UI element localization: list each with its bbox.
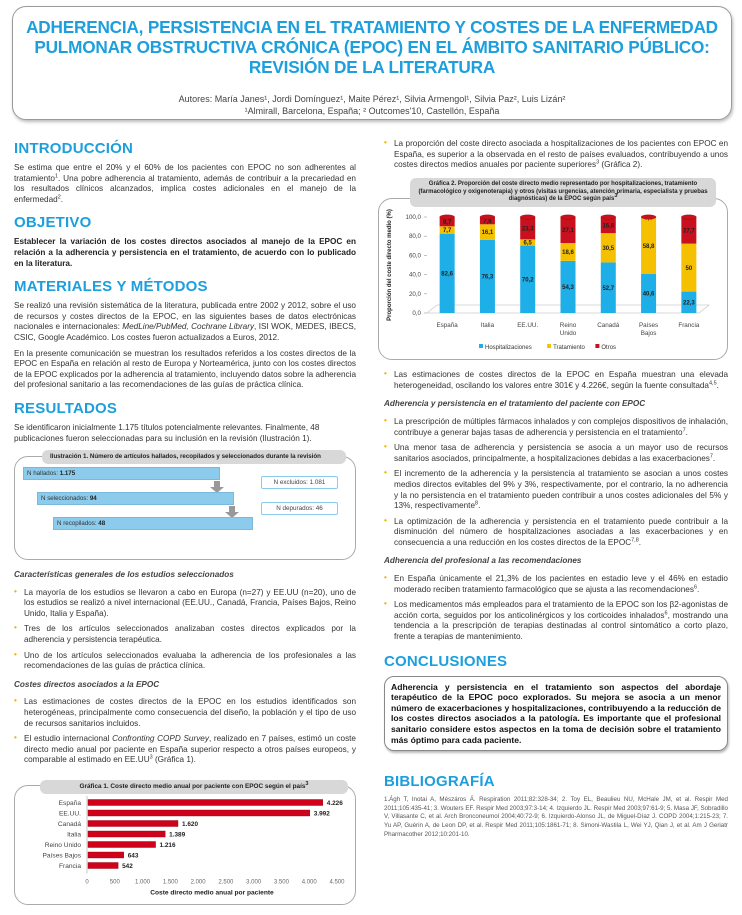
- list-item: • La proporción del coste directo asociada a hospitalizaciones de los pacientes con EPOC en España, es superior a la observada en el resto de países evaluados, contribuyendo a unos costes directos medios anuales por paciente superiores$^3$ (Gráfica 2).: [384, 138, 728, 170]
- column-cap: [681, 215, 696, 219]
- flow-hallados: N hallados: 1.175: [23, 467, 220, 480]
- segment-value-label: 70,2: [521, 277, 534, 284]
- segment-value-label: 16,1: [481, 230, 494, 237]
- bullet-icon: •: [384, 138, 387, 147]
- column-cap: [480, 215, 495, 219]
- segment-value-label: 27,1: [562, 228, 574, 235]
- column-cap: [440, 215, 455, 219]
- list-item: • La optimización de la adherencia y persistencia en el tratamiento puede contribuir a la disminución del número de hospitalizaciones asociadas a las exacerbaciones y en consecuencia a una reducción en los costes directos de la EPOC$^{7,8}$.: [384, 515, 728, 547]
- x-tick-label: 2.500: [218, 879, 234, 886]
- x-tick-label: Canadá: [597, 322, 620, 330]
- flow-seleccionados: N seleccionados: 94: [37, 492, 234, 505]
- flow-depurados: N depurados: 46: [261, 502, 338, 515]
- list-item: • En España únicamente el 21,3% de los pacientes en estadio leve y el 46% en estadio moderado reciben tratamiento farmacológico que se ajusta a las recomendaciones$^6$.: [384, 573, 728, 594]
- bar-value-label: 3.992: [313, 810, 330, 818]
- x-tick-label: 4.000: [301, 879, 317, 886]
- segment-value-label: 7,6: [483, 219, 492, 226]
- flow-diagram: [15, 467, 355, 561]
- segment-value-label: 76,3: [481, 274, 494, 281]
- bar: [88, 831, 165, 837]
- column-cap: [520, 215, 535, 219]
- list-item: • Los medicamentos más empleados para el tratamiento de la EPOC son los β2-agonistas de acción corta, seguidos por los anticolinérgicos y los corticoides inhalados$^6$, mostrando una tendencia a la prescripción de terapias destinadas al control sintomático a corto plazo, frente a terapias de mantenimiento.: [384, 599, 728, 642]
- y-tick-label: Italia: [67, 831, 81, 839]
- costes-list-continued-2: [384, 370, 728, 391]
- x-tick-label: Países: [638, 322, 659, 330]
- bullet-icon: •: [384, 369, 387, 379]
- section-heading-conclusiones: CONCLUSIONES: [384, 652, 508, 670]
- x-tick-label: 3.000: [246, 879, 262, 886]
- title-line: PULMONAR OBSTRUCTIVA CRÓNICA (EPOC) EN EL ÁMBITO SANITARIO PÚBLICO:: [34, 37, 710, 57]
- x-tick-label: 1.000: [135, 879, 151, 886]
- legend-label: Tratamiento: [553, 345, 585, 352]
- flow-recopilados: N recopilados: 48: [53, 517, 253, 530]
- column-cap: [641, 215, 656, 219]
- x-tick-label: 4.500: [329, 879, 345, 886]
- y-tick-label: 20,0: [408, 290, 421, 298]
- y-axis-label: Proporción del coste directo medio (%): [387, 209, 393, 322]
- subheading-costes: Costes directos asociados a la EPOC: [14, 679, 160, 689]
- poster-header: [12, 6, 732, 120]
- x-tick-label: 1.500: [162, 879, 178, 886]
- chart-2-svg: [379, 199, 725, 359]
- segment-value-label: 27,7: [683, 228, 695, 235]
- segment-value-label: 7,7: [442, 228, 452, 235]
- flow-excluidos: N excluidos: 1.081: [261, 476, 338, 489]
- legend-label: Otros: [601, 345, 617, 352]
- authors: Autores: María Janes¹, Jordi Domínguez¹, Maite Pérez¹, Silvia Armengol¹, Silvia Paz², Luis Lizán²: [178, 94, 566, 104]
- bullet-icon: •: [384, 468, 387, 478]
- adherencia-profesional-list: [384, 574, 728, 643]
- y-tick-label: Francia: [59, 863, 81, 870]
- list-item: • El estudio internacional Confronting COPD Survey, realizado en 7 países, estimó un coste directo medio anual por paciente en España superior respecto a otros países europeos, y comparable al estimado en $EE.UU^3$ (Gráfica 1).: [14, 733, 356, 765]
- x-tick-label: Reino: [559, 322, 577, 330]
- affiliations: ¹Almirall, Barcelona, España; ² Outcomes'10, Castellón, España: [244, 105, 500, 116]
- segment-value-label: 50: [685, 265, 693, 272]
- bullet-icon: •: [14, 586, 17, 596]
- section-heading-resultados: RESULTADOS: [14, 399, 118, 417]
- bullet-icon: •: [384, 415, 387, 425]
- y-tick-label: 40,0: [408, 271, 421, 279]
- bullet-icon: •: [384, 442, 387, 452]
- y-tick-label: Canadá: [57, 821, 81, 828]
- authors-block: [13, 94, 731, 117]
- conclusiones-box: Adherencia y persistencia en el tratamiento son aspectos del abordaje terapéutico de la EPOC poco explorados. Su mejora se asocia a un menor número de exacerbaciones y hospitalizaciones, contribuyendo a la reducción de los costes directos asociados a la patología. Es importante que el profesional sanitario considere estos aspectos en la toma de decisión sobre el tratamiento más óptimo para cada paciente.: [384, 676, 728, 752]
- section-heading-introduccion: INTRODUCCIÓN: [14, 140, 134, 157]
- x-tick-label: 0: [85, 879, 89, 886]
- y-tick-label: Países Bajos: [42, 852, 81, 860]
- bar-value-label: 4.226: [326, 800, 343, 807]
- bar-value-label: 1.216: [159, 842, 176, 849]
- x-axis-label: Coste directo medio anual por paciente: [150, 889, 274, 897]
- left-column: [14, 140, 356, 905]
- chart-1-title: Gráfica 1. Coste directo medio anual por paciente con EPOC según el país$^3$: [40, 780, 348, 794]
- chart-1-svg: [15, 786, 355, 904]
- illustration-frame: [14, 456, 356, 560]
- bar: [88, 852, 124, 858]
- list-item: • Una menor tasa de adherencia y persistencia se asocia a un mayor uso de recursos sanitarios asociados, principalmente, a hospitalizaciones debidas a las exacerbaciones$^7$.: [384, 442, 728, 463]
- metodos-paragraph-2: En la presente comunicación se muestran los resultados referidos a los costes directos de la EPOC en España en relación al resto de Europa y Norteamérica, junto con los costes directos de la EPOC explicados por la adherencia al tratamiento, incluyendo datos sobre la adherencia del profesional sanitario a las recomendaciones de las guías de práctica clínica.: [14, 348, 356, 390]
- y-tick-label: EE.UU.: [59, 810, 81, 818]
- bar: [88, 800, 323, 806]
- legend-label: Hospitalizaciones: [485, 345, 532, 352]
- introduccion-text: Se estima que entre el 20% y el 60% de los pacientes con EPOC no son adherentes al tratamiento$^1$. Una pobre adherencia al tratamiento, además de contribuir a la precariedad en los resultados clínicos alcanzados, implica costes adicionales en el manejo de la enfermedad$^2$.: [14, 163, 356, 204]
- column-cap: [561, 215, 576, 219]
- y-tick-label: 0,0: [412, 310, 421, 318]
- x-tick-label: 500: [109, 879, 120, 886]
- illustration-caption: Ilustración 1. Número de artículos hallados, recopilados y seleccionados durante la revisión: [42, 450, 346, 464]
- caracteristicas-list: [14, 588, 356, 672]
- section-heading-metodos: MATERIALES Y MÉTODOS: [14, 278, 208, 296]
- chart-1: [14, 780, 356, 905]
- poster-title: [13, 17, 731, 77]
- costes-list-continued: [384, 139, 728, 171]
- bar: [88, 842, 156, 848]
- bullet-icon: •: [384, 599, 387, 609]
- list-item: • El incremento de la adherencia y la persistencia al tratamiento se asocian a unos costes medios directos evitables del 9% y 3%, respectivamente, por el contrario, la no adherencia y la no persistencia en el tratamiento pueden contribuir a unos costes adicionales del 5% y 13%, respectivamente$^8$.: [384, 468, 728, 511]
- costes-list: [14, 697, 356, 766]
- bar-value-label: 1.389: [169, 831, 186, 839]
- list-item: • Las estimaciones de costes directos de la EPOC en España muestran una elevada heterogeneidad, oscilando los valores entre 301€ y 4.226€, según la fuente consultada$^{4,5}$.: [384, 369, 728, 390]
- segment-value-label: 58,8: [642, 244, 655, 251]
- segment-value-label: 9,7: [442, 220, 452, 227]
- y-tick-label: 60,0: [408, 252, 421, 260]
- column-cap: [601, 215, 616, 219]
- segment-value-label: 52,7: [602, 286, 615, 293]
- bar-value-label: 1.620: [182, 821, 198, 828]
- list-item: • La mayoría de los estudios se llevaron a cabo en Europa (n=27) y EE.UU (n=20), uno de los estudios se realizó a nivel internacional (EE.UU., Canadá, Francia, Países Bajos, Reino Unido, Italia y España).: [14, 586, 356, 618]
- x-tick-label: Unido: [559, 330, 577, 338]
- list-item: • La prescripción de múltiples fármacos inhalados y con complejos dispositivos de inhalación, contribuye a generar bajas tasas de adherencia y persistencia en el tratamiento$^7$.: [384, 415, 728, 437]
- title-line: REVISIÓN DE LA LITERATURA: [248, 57, 496, 77]
- x-tick-label: Bajos: [640, 330, 657, 338]
- bibliografia-text: 1.Ágh T, Inotai A, Mészáros Á. Respiration 2011;82:328-34; 2. Toy EL, Beaulieu NU, McHale JM, et al. Respir Med 2011;105:435-41; 3. Wouters EF. Respir Med 2003;97:3-14; 4. Izquierdo JL. Respir Med 2003;97:61-9; 5. Masa JF, Sobradillo V, Villasante C, et al. Arch Bronconeumol 2004;40:72-9; 6. Izquierdo-Alonso JL, de Miguel-Díaz J. COPD 2004;1:215-23; 7. Yu AP, Guérin A, de Leon DP, et al. Respir Med 2011;105:1861-71; 8. Simoni-Wastila L, Wei YJ, Qian J, et al. Am J Geriatr Pharmacother 2012;10:201-10.: [384, 796, 728, 838]
- x-tick-label: 3.500: [273, 879, 289, 886]
- legend-swatch: [595, 344, 599, 348]
- x-tick-label: EE.UU.: [517, 322, 539, 330]
- segment-value-label: 82,6: [441, 271, 453, 278]
- title-line: ADHERENCIA, PERSISTENCIA EN EL TRATAMIENTO Y COSTES DE LA ENFERMEDAD: [26, 17, 718, 37]
- subheading-adherencia-paciente: Adherencia y persistencia en el tratamiento del paciente con EPOC: [384, 399, 646, 409]
- legend-swatch: [479, 344, 483, 348]
- bar: [88, 863, 118, 869]
- segment-value-label: 30,5: [602, 246, 615, 253]
- segment-value-label: 16,8: [602, 223, 615, 230]
- y-tick-label: Reino Unido: [44, 842, 81, 849]
- segment-value-label: 18,6: [562, 250, 574, 257]
- segment-value-label: 6,5: [523, 240, 532, 247]
- bullet-icon: •: [384, 573, 387, 583]
- y-tick-label: España: [58, 800, 81, 807]
- chart-2-title: Gráfica 2. Proporción del coste directo medio representado por hospitalizaciones, tratamiento (farmacológico y oxigenoterapia) y otros (visitas urgencias, atención primaria, especialista y pruebas diagnósticas) de la EPOC según país$^3$: [410, 178, 716, 207]
- chart-2-frame: [378, 198, 728, 360]
- bar-value-label: 542: [122, 863, 133, 870]
- segment-value-label: 54,3: [562, 285, 574, 292]
- y-tick-label: 100,0: [405, 214, 421, 222]
- bar: [88, 810, 310, 816]
- section-heading-objetivo: OBJETIVO: [14, 214, 92, 232]
- x-tick-label: Francia: [678, 322, 700, 330]
- x-tick-label: 2.000: [190, 879, 206, 886]
- bullet-icon: •: [14, 733, 17, 743]
- bullet-icon: •: [14, 696, 17, 706]
- x-tick-label: España: [436, 322, 458, 330]
- adherencia-paciente-list: [384, 417, 728, 549]
- list-item: • Tres de los artículos seleccionados analizaban costes directos explicados por la adherencia y persistencia terapéutica.: [14, 623, 356, 645]
- list-item: • Uno de los artículos seleccionados evaluaba la adherencia de los profesionales a las recomendaciones de las guías de práctica clínica.: [14, 649, 356, 671]
- legend-swatch: [547, 344, 551, 348]
- segment-value-label: 40,6: [642, 291, 655, 298]
- list-item: • Las estimaciones de costes directos de la EPOC en los estudios identificados son heterogéneas, principalmente como consecuencia del diseño, la población y el tipo de uso de recursos sanitarios incluidos.: [14, 696, 356, 728]
- subheading-caracteristicas: Características generales de los estudios seleccionados: [14, 570, 234, 580]
- segment-value-label: 23,3: [521, 226, 534, 233]
- bullet-icon: •: [384, 515, 387, 525]
- segment-value-label: 22,3: [683, 300, 695, 307]
- chart-1-frame: [14, 785, 356, 905]
- bullet-icon: •: [14, 649, 17, 659]
- y-tick-label: 80,0: [408, 233, 421, 241]
- resultados-intro: Se identificaron inicialmente 1.175 títulos potencialmente relevantes. Finalmente, 48 publicaciones fueron seleccionadas para su inclusión en la revisión (Ilustración 1).: [14, 422, 320, 443]
- illustration-1: [14, 450, 356, 560]
- objetivo-text: Establecer la variación de los costes directos asociados al manejo de la EPOC en relación a la adherencia y persistencia en el tratamiento, de acuerdo con lo publicado en la literatura.: [14, 237, 356, 268]
- x-tick-label: Italia: [480, 322, 495, 330]
- section-heading-bibliografia: BIBLIOGRAFÍA: [384, 773, 495, 791]
- bar: [88, 821, 178, 827]
- chart-2: [384, 178, 728, 360]
- subheading-adherencia-profesional: Adherencia del profesional a las recomendaciones: [384, 556, 582, 566]
- metodos-paragraph-1: Se realizó una revisión sistemática de la literatura, publicada entre 2002 y 2012, sobre el uso de recursos y costes directos de la EPOC, en las siguientes bases de datos electrónicas nacionales e internacionales: MedLine/PubMed, Cochrane Library, ISI WOK, MEDES, IBECS, CSIC, Google Académico. Los costes fueron actualizados a Euros, 2012.: [14, 301, 357, 342]
- bar-value-label: 643: [127, 852, 139, 860]
- bullet-icon: •: [14, 623, 17, 633]
- right-column: [384, 139, 728, 839]
